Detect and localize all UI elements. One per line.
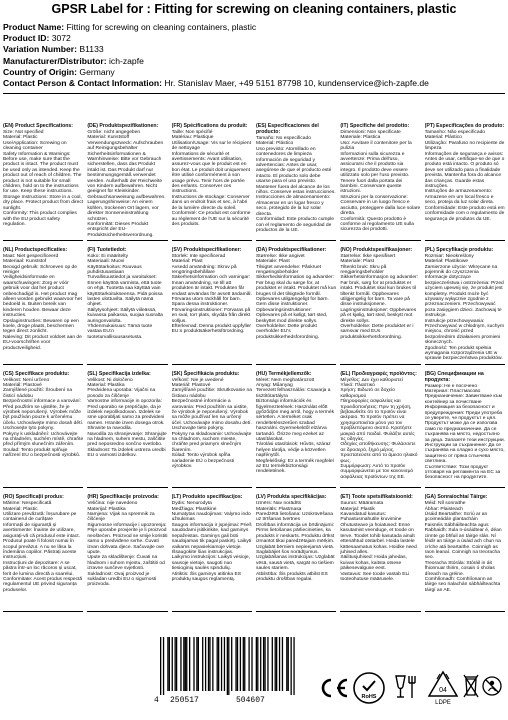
info-country-of-origin: Country of Origin: Germany	[3, 66, 115, 77]
header-divider	[3, 93, 505, 94]
spec-section-body: Dydis: Nenurodyta Medžiaga: Plastikinė Numatytas naudojimas: Valymo indo užsukimas Saugos informacija ir įspėjimai: Prieš naudodami įsitikinkite, kad gaminys nepažeistas. Gaminys gali būti naudojamas tik pagal paskirtį. Laikyti vaikams nepasiekiamoje vietoje. Išsaugokite šias instrukcijas. Laikymo instrukcijos: Laikyti vėsioje, sausoje vietoje, saugoti nuo tiesioginių saulės spindulių. Atitiktis: Šis gaminys atitinka ES produktų saugos reglamentą.	[171, 501, 252, 582]
spec-section-title: (EL) Προδιαγραφές προϊόντος:	[340, 370, 417, 377]
spec-section-title: (FI) Tuotetiedot:	[87, 246, 127, 253]
spec-section-title: (DA) Produktspecifikationer:	[256, 246, 327, 253]
barcode-bar	[175, 637, 176, 691]
barcode-bar	[244, 637, 245, 691]
barcode-bar	[198, 637, 199, 691]
info-product-id: Product ID: 3072	[3, 33, 71, 44]
spec-section-body: Izmērs: Nav norādīts Materiāls: Plastmasa Paredzētā lietošana: Uzskrūvēšana uz tīrīšanas tvertnes Drošības informācija un brīdinājumi: Pirms lietošanas pārliecinieties, ka produkts ir neskarts. Produktu drīkst izmantot tikai paredzētajam mērķim. Uzglabāt bērniem nepieejamā vietā. Saglabājiet šos norādījumus. Uzglabāšanas instrukcijas: Uzglabāt vēsā, sausā vietā, sargāt no tiešiem saules stariem. Atbilstība: Šis produkts atbilst ES produktu drošības regulai.	[256, 501, 335, 582]
spec-section-body: Størrelse: Ikke spesifisert Materiale: Plast Tiltenkt bruk: Skru på rengjøringsbeholder Sikkerhetsinformasjon og advarsler: Før bruk, sørg for at produktet er intakt. Produktet skal kun brukes til tiltenkt formål. Oppbevares utilgjengelig for barn. Ta vare på disse instruksjonene. Lagringsinstruksjoner: Oppbevares på et kjølig, tørt sted, beskytt mot direkte sollys. Overholdelse: Dette produktet er i samsvar med EUs produktsikkerhetsforordning.	[340, 253, 419, 340]
spec-section-title: (SL) Specifikacija izdelka:	[87, 370, 151, 377]
barcode-bar	[227, 637, 228, 695]
spec-section-body: Размер: Не е посочено Материал: Пластмасово Предназначение: Завинтване към контейнер за почистване Информация за безопасност и предупреждения: Преди употреба се уверете, че продуктът е цял. Продуктът може да се използва само по предназначение. Да се съхранява на място, недостъпно за деца. Запазете тези инструкции. Инструкции за съхранение: Да се съхранява на хладно и сухо място, защитено от пряка слънчева светлина. Съответствие: Този продукт отговаря на регламента на ЕС за безопасност на продуктите.	[424, 383, 505, 481]
specification-grid	[3, 120, 505, 615]
spec-section-title: (GA) Sonraíochtaí Táirge:	[424, 494, 488, 501]
spec-section	[425, 491, 505, 615]
barcode-bar	[212, 637, 213, 691]
spec-section-title: (BG) Спецификации на продукта:	[424, 370, 484, 383]
barcode-bar	[172, 637, 173, 691]
spec-section-title: (IT) Specifiche del prodotto:	[340, 123, 410, 129]
spec-section-body: Suurus: Määramata Materjal: Plastik Kavandatud kasutus: Puhastusmahutile kruvimine Ohutusteave ja hoiatused: Enne kasutamist veenduge, et toode on terve. Toodet tohib kasutada ainult ettenähtud otstarbel. Hoida lastele kättesaamatus kohas. Hoidke need juhised alles. Säilitusjuhised: Hoida jahedas, kuivas kohas, kaitsta otsese päikesevalguse eest. Vastavus: See toode vastab ELi tooteohutuse määrusele.	[340, 501, 417, 582]
barcode-bar	[231, 637, 232, 691]
spec-section	[172, 368, 252, 492]
barcode-bar	[202, 637, 203, 691]
barcode-bar	[235, 637, 236, 691]
spec-section-title: (FR) Spécifications du produit:	[171, 123, 248, 129]
spec-section-body: Rozmiar: Nieokreślony Materiał: Plastikowe Zamierzone użycie: Wkręcane na pojemnik do czyszczenia Informacje dotyczące bezpieczeństwa i ostrzeżenia: Przed użyciem upewnij się, że produkt jest kompletny. Produkt może być używany wyłącznie zgodnie z przeznaczeniem. Przechowywać poza zasięgiem dzieci. Zachowaj te instrukcje. Instrukcje przechowywania: Przechowywać w chłodnym, suchym miejscu, chronić przed bezpośrednim działaniem promieni słonecznych. Zgodność: Ten produkt spełnia wymagania rozporządzenia UE w sprawie bezpieczeństwa produktów.	[424, 253, 505, 362]
barcode-bar	[251, 637, 252, 691]
spec-section-title: (LT) Produkto specifikacijos:	[171, 494, 243, 501]
spec-section-body: Maat: Niet gespecificeerd Materiaal: Kunststof Beoogd gebruik: Schroeven op de reiniger Veiligheidsinformatie en waarschuwingen: Zorg er vóór gebruik voor dat het product onbeschadigd is. Het product mag alleen worden gebruikt waarvoor het bedoeld is. Buiten bereik van kinderen houden. Bewaar deze instructies. Opslaginstructies: Bewaren op een koele, droge plaats, beschermen tegen direct zonlicht. Naleving: Dit product voldoet aan de EU-voorschriften voor productveiligheid.	[3, 253, 82, 351]
page-title: GPSR Label for : Fitting for screwing on cleaning containers, plastic	[51, 2, 457, 16]
barcode-bar	[209, 637, 210, 691]
ldpe-recycling-icon	[426, 669, 460, 707]
barcode-bar	[264, 637, 265, 691]
barcode-bar	[218, 637, 219, 691]
barcode-bar	[224, 637, 225, 691]
barcode-bar	[163, 637, 164, 695]
spec-section-title: (CS) Specifikace produktu:	[3, 370, 70, 377]
spec-section	[256, 244, 336, 368]
spec-section	[3, 120, 83, 244]
spec-section	[425, 368, 505, 492]
rohs-icon	[352, 671, 386, 705]
barcode-bar	[205, 637, 206, 691]
barcode-bar	[217, 637, 218, 691]
spec-section	[3, 368, 83, 492]
barcode-left-digits: 250517	[170, 696, 199, 705]
spec-section-title: (EN) Product Specifications:	[3, 123, 74, 129]
spec-section	[340, 244, 420, 368]
spec-section-body: Taille: Non spécifié Matériau: Plastique Utilisation/Usage: Vis sur le récipient de nettoyage Informations de sécurité et avertissements: Avant utilisation, assurez-vous que le produit est en bon état. Le produit doit uniquement être utilisé conformément à son usage prévu. Tenir hors de portée des enfants. Conserver ces instructions. Instructions de stockage: Conserver dans un endroit frais et sec, à l'abri de la lumière directe du soleil. Conformité: Ce produit est conforme au règlement de l'UE sur la sécurité des produits.	[171, 130, 251, 227]
spec-section	[87, 491, 167, 615]
barcode-bar	[167, 637, 168, 691]
barcode-bar	[256, 637, 257, 691]
barcode-bar	[183, 637, 184, 691]
barcode-bar	[160, 637, 161, 695]
spec-section	[172, 491, 252, 615]
spec-section-body: Μέγεθος: Δεν έχει καθοριστεί Υλικό: Πλαστικό Χρήση: Βιδωτό σε δοχείο καθαρισμού Πληροφορίες ασφαλείας και προειδοποιήσεις: Πριν τη χρήση, βεβαιωθείτε ότι το προϊόν είναι ακέραιο. Το προϊόν πρέπει να χρησιμοποιείται μόνο για τον προβλεπόμενο σκοπό. Κρατήστε μακριά από παιδιά. Φυλάξτε αυτές τις οδηγίες. Οδηγίες αποθήκευσης: Φυλάσσετε σε δροσερό, ξηρό μέρος, προστατεύστε από το άμεσο ηλιακό φως. Συμμόρφωση: Αυτό το προϊόν συμμορφώνεται με τον κανονισμό ασφάλειας προϊόντων της ΕΕ.	[340, 377, 418, 480]
barcode-bar	[185, 637, 186, 691]
spec-section-body: Größe: nicht angegeben Material: Kunststoff Verwendungszweck: Aufschrauben auf Reinigungsbehälter Sicherheitsinformationen & Warnhinweise: Bitte vor Gebrauch sicherstellen, dass das Produkt intakt ist. Das Produkt darf nur bestimmungsgemäß verwendet werden. Außerhalb der Reichweite von Kindern aufbewahren. Nicht geeignet für Kleinkinder. Gebrauchsanweisung aufbewahren. Lagerungshinweise: An einem kühlen, trockenen Ort lagern, vor direkter Sonneneinstrahlung schützen. Konformität: Dieses Produkt entspricht der EU-Produktsicherheitsverordnung.	[87, 130, 166, 238]
barcode-bar	[288, 637, 289, 691]
rohs-label: RoHS	[361, 694, 377, 700]
spec-section-title: (ES) Especificaciones del producto:	[256, 123, 319, 135]
spec-section-body: Tamaño: No especificado Material: Plástico Uso previsto: Atornillado en contenedores de limpieza Información de seguridad y advertencias: Antes de usar, asegúrese de que el producto esté intacto. El producto solo debe usarse para el uso previsto. Mantener fuera del alcance de los niños. Conserve estas instrucciones. Instrucciones de almacenamiento: Almacenar en un lugar fresco y seco, protegido de la luz solar directa. Conformidad: Este producto cumple con el reglamento de seguridad de productos de la UE.	[256, 136, 336, 233]
spec-section-title: (SK) Špecifikácia produktu:	[171, 370, 240, 377]
certification-icons	[0, 635, 508, 713]
spec-section	[340, 368, 420, 492]
spec-section	[3, 491, 83, 615]
spec-section-body: Storlek: Inte specificerad Material: Plast Avsedd användning: Skruv på rengöringsbehållare Säkerhetsinformation och varningar: Innan användning, se till att produkten är intakt. Produkten får endast användas för avsett ändamål. Förvaras utom räckhåll för barn. Spara dessa instruktioner. Förvaringsinstruktioner: Förvaras på en sval, torr plats, skydda från direkt solljus. Efterlevnad: Denna produkt uppfyller EU:s produktsäkerhetsförordning.	[171, 253, 252, 335]
barcode-first-digit: 4	[154, 696, 159, 705]
ean-barcode	[150, 635, 306, 705]
ldpe-number: 04	[439, 687, 447, 694]
spec-section	[340, 120, 420, 244]
barcode-bar	[248, 637, 249, 691]
barcode-bar	[193, 637, 194, 691]
barcode-right-digits: 504607	[236, 696, 265, 705]
spec-section	[3, 244, 83, 368]
barcode-bar	[196, 637, 197, 691]
spec-section-title: (NO) Produktspesifikasjoner:	[340, 246, 413, 253]
barcode-bar	[208, 637, 209, 691]
ce-mark-icon	[318, 677, 350, 699]
spec-section-title: (HR) Specifikacije proizvoda:	[87, 494, 159, 501]
spec-section-title: (ET) Toote spetsifikatsioonid:	[340, 494, 413, 501]
spec-section-title: (DE) Produktspezifikationen:	[87, 123, 159, 129]
spec-section	[256, 120, 336, 244]
spec-section	[340, 491, 420, 615]
spec-section-title: (RO) Specificații produs:	[3, 494, 64, 501]
barcode-bar	[293, 637, 294, 695]
barcode-bar	[282, 637, 283, 691]
spec-section-body: Méret: Nem meghatározott Anyag: Műanyag Tervezett felhasználás: Csavarja a tisztítótartályra Biztonsági információk és figyelmeztetések: Használat előtt győződjön meg arról, hogy a termék sértetlen. A terméket csak rendeltetésszerűen szabad használni. Gyermekektől elzárva tartandó. Őrizze meg ezeket az utasításokat. Tárolási utasítások: Hűvös, száraz helyen tárolja, védje a közvetlen napfénytől. Megfelelőség: Ez a termék megfelel az EU termékbiztonsági rendeletének.	[256, 377, 335, 475]
spec-section	[87, 368, 167, 492]
spec-section-body: Koko: Ei määritelty Materiaali: Muovi Käyttötarkoitus: Ruuvaus puhdistusastiaan Turvallisuustiedot ja varoitukset: Ennen käyttöä varmista, että tuote on ehjä. Tuotetta saa käyttää vain käyttötarkoitukseensa. Pidä poissa lasten ulottuvilta. Säilytä nämä ohjeet. Säilytysohjeet: Säilytä viileässä, kuivassa paikassa, suojaa suoralta auringonvalolta. Yhdenmukaisuus: Tämä tuote vastaa EU:n tuoteturvallisuusasetusta.	[87, 253, 163, 340]
food-safe-glass-fork-icon	[390, 671, 422, 703]
barcode-bar	[186, 637, 187, 691]
spec-section	[87, 244, 167, 368]
barcode-bar	[260, 637, 261, 691]
spec-section-body: Veľkosť: Nie je uvedené Materiál: Plastové Zamýšľané použitie: Skrutkovanie na čistiacu nádobu Bezpečnostné informácie a varovania: Pred použitím sa uistite, že výrobok je neporušený. Výrobok sa môže používať len na určený účel. Uchovávajte mimo dosahu detí. Uschovajte tieto pokyny. Pokyny na skladovanie: Uchovávajte na chladnom, suchom mieste, chráňte pred priamym slnečným žiarením. Súlad: Tento výrobok spĺňa nariadenie EÚ o bezpečnosti výrobkov.	[171, 377, 252, 469]
spec-section-body: Velikost: Není určeno Materiál: Plastové Zamýšlené použití: Šroubení na čisticí nádobu Bezpečnostní informace a varování: Před použitím se ujistěte, že je výrobek neporušený. Výrobek může být používán pouze k určenému účelu. Uchovávejte mimo dosah dětí. Uschovejte tyto pokyny. Pokyny k uskladnění: Uchovávejte na chladném, suchém místě, chraňte před přímým slunečním zářením. Soulad: Tento produkt splňuje nařízení EU o bezpečnosti výrobků.	[3, 377, 84, 459]
spec-section-body: Veličina: nije navedeno Materijal: Plastika Namjena: Vijak na spremnik za čišćenje Sigurnosne informacije i upozorenja: Prije uporabe provjerite je li proizvod neoštećen. Proizvod se smije koristiti samo u predviđene svrhe. Čuvati izvan dohvata djece. Sačuvajte ove upute. Upute za skladištenje: Čuvati na hladnom i suhom mjestu, zaštititi od izravne sunčeve svjetlosti. Sukladnost: Ovaj proizvod je sukladan uredbi EU o sigurnosti proizvoda.	[87, 501, 168, 588]
barcode-bar	[291, 637, 292, 695]
barcode-bar	[221, 637, 222, 691]
spec-section	[172, 244, 252, 368]
barcode-bar	[267, 637, 268, 691]
barcode-bar	[176, 637, 177, 691]
spec-section-title: (SV) Produktspecifikationer:	[171, 246, 242, 253]
ldpe-label: LDPE	[435, 700, 451, 706]
spec-section-title: (PL) Specyfikacje produktu:	[424, 246, 494, 253]
spec-section-body: Tamanho: Não especificado Material: Plástico Utilização: Parafuso no recipiente de limpeza Informações de segurança e avisos: Antes de usar, certifique-se de que o produto está intacto. O produto só deve ser utilizado para a finalidade prevista. Mantenha fora do alcance das crianças. Guarde estas instruções. Instruções de armazenamento: Armazene em um local fresco e seco, proteja da luz solar direta. Conformidade: Este produto está em conformidade com o regulamento de segurança de produtos da UE.	[424, 130, 505, 222]
barcode-bar	[263, 637, 264, 691]
barcode-bar	[286, 637, 287, 691]
info-product-name: Product Name: Fitting for screwing on cleaning containers, plastic	[3, 22, 257, 32]
spec-section-body: Méid: Níl sonraithe Ábhar: Plaisteach Úsáid Beartaithe: Scriú ar an gcoimeádán glantacháin Faisnéis Sábháilteachta agus Rabhaidh: Sula n-úsáidtear é, déan cinnte go bhfuil an táirge slán. Ní féidir an táirge a úsáid ach chun na críche atá beartaithe. Coinnigh as raon leanaí. Coinnigh na treoracha seo. Treoracha Stórála: Stóráil in áit fhionnuar thirim, cosain ó sholas díreach na gréine. Comhlíonadh: Comhlíonann an táirge seo rialachán sábháilteachta táirgí an AE.	[424, 501, 502, 593]
barcode-bar	[228, 637, 229, 695]
spec-section	[256, 491, 336, 615]
spec-section-body: Dimensioni: Non specificate Materiale: Plastica Uso: Avvitare il contenitore per la pulizia Informazioni sulla sicurezza e avvertenze: Prima dell'uso, assicurarsi che il prodotto sia integro. Il prodotto deve essere utilizzato solo per l'uso previsto. Tenere fuori dalla portata dei bambini. Conservare queste istruzioni. Istruzioni per la conservazione: Conservare in un luogo fresco e asciutto, proteggere dalla luce solare diretta. Conformità: Questo prodotto è conforme al regolamento UE sulla sicurezza dei prodotti.	[340, 130, 421, 233]
barcode-bar	[279, 637, 280, 691]
spec-section-body: Velikost: Ni določeno Material: Plastika Predvidena uporaba: Vijačni na posodo za čiščenje Varnostne informacije in opozorila: Pred uporabo se prepričajte, da je izdelek nepoškodovan. Izdelek se sme uporabljati samo za predvideni namen. Hranite izven dosega otrok. Shranite ta navodila. Navodila za shranjevanje: Shranjujte na hladnem, suhem mestu, zaščitite pred neposredno sončno svetlobo. Skladnost: Ta izdelek ustreza uredbi EU o varnosti izdelkov.	[87, 377, 167, 459]
spec-section-body: Mărime: Nespecificată Material: Plastic Utilizare prevăzută: Înșurubare pe containerul de curățare Informații de siguranță și avertismente: Înainte de utilizare, asigurați-vă că produsul este intact. Produsul poate fi folosit numai în scopul prevăzut. A nu se lăsa la îndemâna copiilor. Păstrați aceste instrucțiuni. Instrucțiuni de depozitare: A se păstra într-un loc răcoros și uscat, ferit de lumina directă a soarelui. Conformitate: Acest produs respectă regulamentul UE privind siguranța produselor.	[3, 501, 83, 593]
spec-section	[87, 120, 167, 244]
barcode-bar	[276, 637, 277, 691]
barcode-bar	[243, 637, 244, 691]
spec-section-title: (PT) Especificações do produto:	[424, 123, 505, 129]
info-variation-number: Variation Number: B1133	[3, 44, 104, 55]
barcode-bar	[257, 637, 258, 691]
spec-section-title: (LV) Produkta specifikācijas:	[256, 494, 327, 501]
barcode-bar	[272, 637, 273, 691]
barcode-bar	[169, 637, 170, 691]
spec-section-body: Størrelse: Ikke angivet Materiale: Plast Tilsigtet anvendelse: Påskruet rengøringsbeholder Sikkerhedsinformation og advarsler: Før brug skal du sørge for, at produktet er intakt. Produktet må kun bruges til det tilsigtede formål. Opbevares utilgængeligt for børn. Gem disse instruktioner. Opbevaringsinstruktioner: Opbevares på et køligt, tørt sted, beskyttet mod direkte sollys. Overholdelse: Dette produkt overholder EU's produktsikkerhedsforordning.	[256, 253, 337, 340]
barcode-bar	[189, 637, 190, 691]
spec-section	[256, 368, 336, 492]
spec-section	[172, 120, 252, 244]
crossed-bin-and-no-children-icon	[462, 671, 502, 705]
spec-section-title: (NL) Productspecificaties:	[3, 246, 68, 253]
info-manufacturer: Manufacturer/Distributor: ich-zapfe	[3, 55, 144, 66]
barcode-bar	[275, 637, 276, 691]
product-info	[3, 22, 505, 89]
barcode-bar	[237, 637, 238, 691]
spec-section	[425, 244, 505, 368]
barcode-bar	[240, 637, 241, 691]
barcode-bar	[180, 637, 181, 691]
info-contact: Contact Person & Contact Information: Hr. Stanislav Maer, +49 5151 87798 10, kundenservice@ich-zapfe.de	[3, 78, 429, 89]
spec-section-body: Size: Not specified Material: Plastic Use/Application: Screwing on cleaning container Safety Information & Warnings: Before use, make sure that the product is intact. The product must be used only as intended. Keep the product out of reach of children. The product is not suitable for small children, hold on to the instructions for use. Keep these instructions. Storage Instructions: Store in a cool, dry place. Protect product from direct sunlight. Conformity: This product complies with the EU product safety regulation.	[3, 130, 84, 227]
spec-section-title: (HU) Termékjellemzők:	[256, 370, 312, 377]
spec-section	[425, 120, 505, 244]
